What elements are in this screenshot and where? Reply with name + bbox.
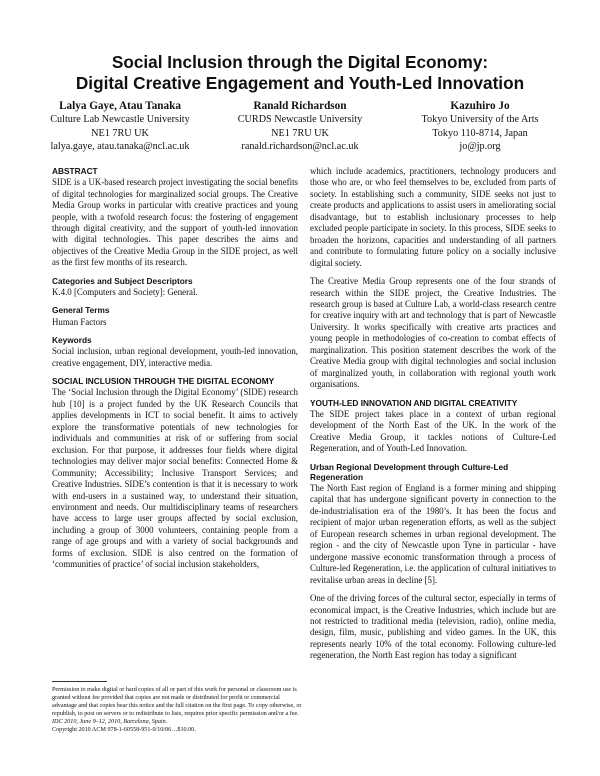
copyright-venue: IDC 2010, June 9–12, 2010, Barcelona, Spain.	[52, 719, 168, 726]
author-3	[390, 99, 570, 154]
general-terms-heading: General Terms	[52, 305, 110, 316]
copyright-block	[52, 686, 302, 735]
creative-media-paragraph: The Creative Media Group represents one of the four strands of research within the SIDE project, the Creative Industries. The research group is based at Culture Lab, a world-class research centre for creative inquiry with art and technology that is part of Newcastle University. It works specifically with creative arts practices and young people in methodologies of co-creation to combat effects of marginalization. This position statement describes the work of the Creative Media group with digital technologies and social inclusion of marginalized youth, in collaboration with regional youth work organisations.	[310, 276, 556, 390]
author-email[interactable]: jo@jp.org	[459, 141, 501, 153]
keywords-text: Social inclusion, urban regional development, youth-led innovation, creative engagement, DIY, interactive media.	[52, 346, 298, 368]
author-2	[210, 99, 390, 154]
abstract-heading: ABSTRACT	[52, 166, 98, 176]
title-line-1: Social Inclusion through the Digital Economy:	[111, 52, 489, 72]
author-name: Ranald Richardson	[253, 100, 347, 112]
author-block	[30, 99, 570, 154]
section-heading-youth-led: YOUTH-LED INNOVATION AND DIGITAL CREATIVITY	[310, 397, 518, 408]
right-column	[310, 166, 556, 662]
title-line-2: Digital Creative Engagement and Youth-Led Innovation	[75, 73, 525, 93]
categories-text: K.4.0 [Computers and Society]: General.	[52, 287, 198, 298]
general-terms-text: Human Factors	[52, 316, 107, 327]
author-email[interactable]: ranald.richardson@ncl.ac.uk	[241, 141, 359, 153]
paper-title	[40, 52, 560, 94]
left-column	[52, 166, 298, 571]
copyright-divider	[52, 681, 107, 682]
author-address: Tokyo 110-8714, Japan	[432, 127, 528, 139]
youth-led-text: The SIDE project takes place in a context of urban regional development of the North East of the UK. In the work of the Creative Media Group, it tackles notions of Culture-Led Regeneration, and of Youth-Led Innovation.	[310, 408, 556, 454]
urban-text: The North East region of England is a former mining and shipping capital that has undergone significant poverty in connection to the de-industrialisation era of the 1980’s. It has been the focus and recipient of major urban regeneration efforts, as well as the subject of European research schemes in urban regional development. The region - and the city of Newcastle upon Tyne in particular - have undergone massive economic transformation through a process of Culture-led Regeneration, i.e. the application of cultural initiatives to revitalise urban areas in decline [5].	[310, 483, 556, 585]
author-address: NE1 7RU UK	[271, 127, 329, 139]
author-affiliation: Tokyo University of the Arts	[421, 114, 539, 125]
creative-industries-paragraph: One of the driving forces of the cultural sector, especially in terms of economical impact, is the Creative Industries, which include but are not restricted to traditional media (television, radio), online media, design, film, music, publishing and video games. In the UK, this represents nearly 10% of the total economy. Following culture-led regeneration, the North East region has today a significant	[310, 593, 556, 661]
keywords-heading: Keywords	[52, 335, 92, 346]
copyright-permission: Permission to make digital or hard copies of all or part of this work for personal or classroom use is granted without fee provided that copies are not made or distributed for profit or commercial advantage and that copies bear this notice and the full citation on the first page. To copy otherwise, or republish, to post on servers or to redistribute to lists, requires prior specific permission and/or a fee.	[52, 687, 302, 718]
abstract-text: SIDE is a UK-based research project investigating the social benefits of digital technologies for marginalized social groups. The Creative Media Group works in particular with creative practices and young people, with a twofold research focus: the fostering of engagement through digital creativity, and the support of youth-led innovation with digital technologies. This paper describes the aims and objectives of the Creative Media Group in the SIDE project, as well as the first few months of its research.	[52, 177, 298, 268]
section-text-social-inclusion: The ‘Social Inclusion through the Digital Economy’ (SIDE) research hub [10] is a project funded by the UK Research Councils that applies developments in ICT to social benefit. It aims to actively explore the transformative potentials of new technologies for individuals and communities at risk of or suffering from social exclusion. For that purpose, it addresses four fields where digital technologies may deliver major social benefits: Connected Home & Community; Accessibility; Inclusive Transport Services; and Creative Industries. SIDE’s contention is that it is necessary to work with end-users in a sustained way, to understand their situation, environment and needs. Our multidisciplinary teams of researchers have access to large user groups affected by social exclusion, including a group of 3000 volunteers, containing people from a range of age groups and with a variety of social backgrounds and forms of exclusion. SIDE is also centred on the formation of ‘communities of practice’ of social inclusion stakeholders,	[52, 387, 298, 570]
categories-heading: Categories and Subject Descriptors	[52, 275, 193, 286]
continued-paragraph: which include academics, practitioners, technology producers and those who are, or who feel themselves to be, excluded from parts of society. In establishing such a community, SIDE seeks not just to create products and applications to assist users in ameliorating social disadvantage, but to establish inclusionary processes to help excluded people participate in society. In this process, SIDE seeks to broaden the horizons, capacities and understanding of all partners and contribute to formulating future policy on a socially inclusive digital society.	[310, 166, 556, 268]
author-1	[30, 99, 210, 154]
author-name: Lalya Gaye, Atau Tanaka	[59, 100, 181, 112]
subsection-heading-urban: Urban Regional Development through Culture-Led Regeneration	[310, 461, 509, 482]
copyright-line: Copyright 2010 ACM 978-1-60558-951-0/10/06…$10.00.	[52, 727, 196, 734]
author-address: NE1 7RU UK	[91, 127, 149, 139]
author-affiliation: CURDS Newcastle University	[237, 114, 363, 125]
section-heading-social-inclusion: SOCIAL INCLUSION THROUGH THE DIGITAL ECONOMY	[52, 376, 275, 387]
author-email[interactable]: lalya.gaye, atau.tanaka@ncl.ac.uk	[50, 141, 190, 153]
author-name: Kazuhiro Jo	[450, 100, 510, 112]
author-affiliation: Culture Lab Newcastle University	[50, 114, 190, 125]
